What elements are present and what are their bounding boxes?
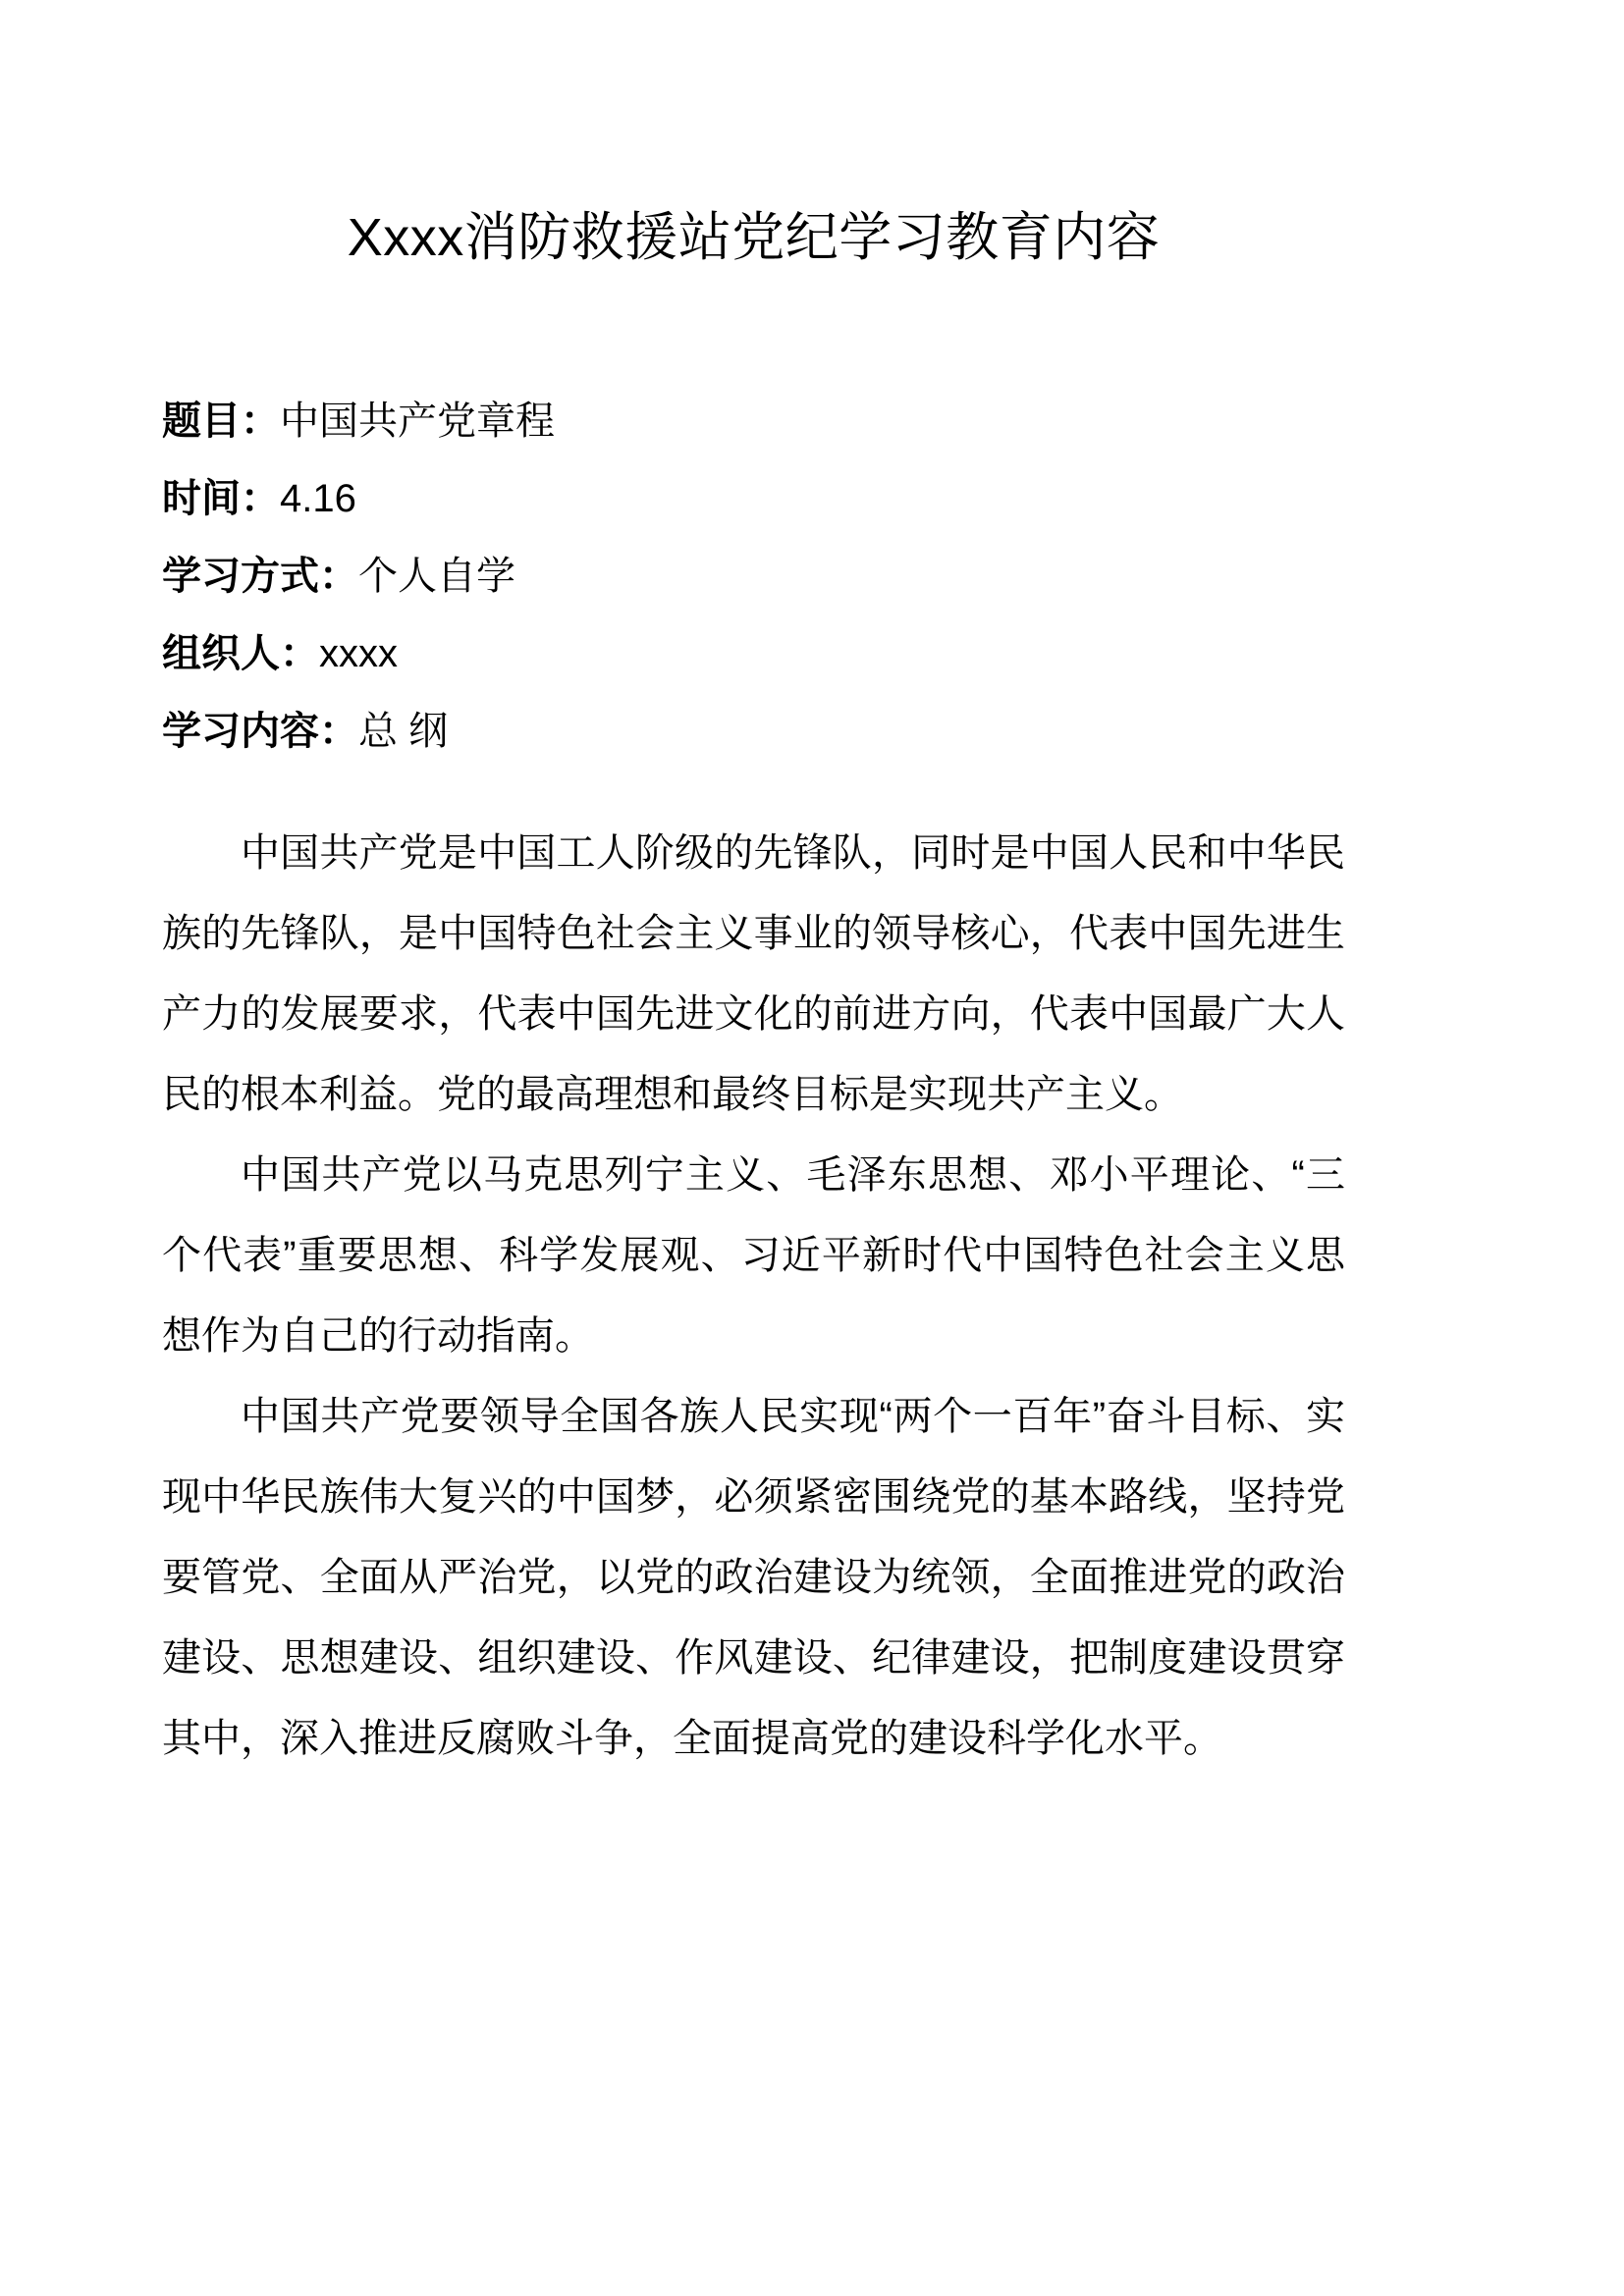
- meta-row-topic: [162, 383, 1345, 460]
- body-text-block: [162, 813, 1345, 1779]
- meta-value-study-content: 总 纲: [358, 710, 449, 753]
- body-paragraph: 中国共产党要领导全国各族人民实现“两个一百年”奋斗目标、实现中华民族伟大复兴的中国梦，必须紧密围绕党的基本路线，坚持党要管党、全面从严治党，以党的政治建设为统领，全面推进党的政治建设、思想建设、组织建设、作风建设、纪律建设，把制度建设贯穿其中，深入推进反腐败斗争，全面提高党的建设科学化水平。: [162, 1395, 1345, 1760]
- meta-label-study-content: 学习内容：: [162, 710, 358, 753]
- page-title: Xxxx消防救援站党纪学习教育内容: [347, 208, 1161, 267]
- meta-row-study-method: [162, 538, 1345, 615]
- meta-value-study-method: 个人自学: [358, 555, 515, 598]
- meta-label-topic: 题目：: [162, 400, 280, 443]
- meta-label-organizer: 组织人：: [162, 632, 319, 675]
- meta-row-time: [162, 460, 1345, 538]
- meta-label-study-method: 学习方式：: [162, 555, 358, 598]
- meta-value-topic: 中国共产党章程: [280, 400, 555, 443]
- body-paragraph: 中国共产党以马克思列宁主义、毛泽东思想、邓小平理论、“三个代表”重要思想、科学发展观、习近平新时代中国特色社会主义思想作为自己的行动指南。: [162, 1153, 1345, 1358]
- meta-value-organizer: xxxx: [319, 632, 398, 675]
- meta-row-study-content: [162, 693, 1345, 771]
- body-paragraph: 中国共产党是中国工人阶级的先锋队，同时是中国人民和中华民族的先锋队，是中国特色社会主义事业的领导核心，代表中国先进生产力的发展要求，代表中国先进文化的前进方向，代表中国最广大人民的根本利益。党的最高理想和最终目标是实现共产主义。: [162, 831, 1345, 1116]
- meta-value-time: 4.16: [280, 477, 356, 520]
- meta-row-organizer: [162, 615, 1345, 693]
- meta-label-time: 时间：: [162, 477, 280, 520]
- metadata-block: [162, 383, 1345, 771]
